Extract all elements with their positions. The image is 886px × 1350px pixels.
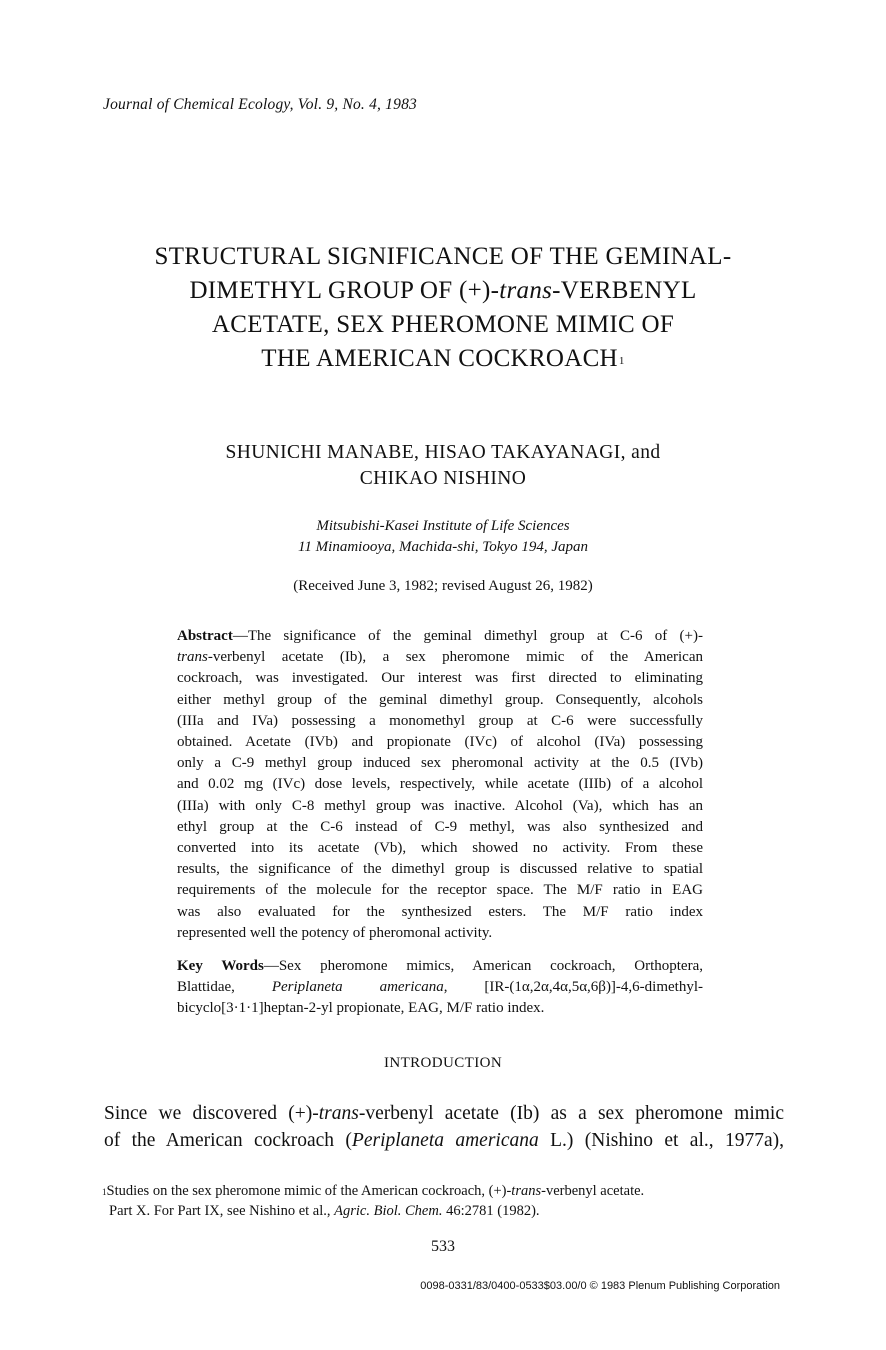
body-italic: Periplaneta americana: [351, 1130, 539, 1151]
keywords-line: bicyclo[3·1·1]heptan-2-yl propionate, EAG, M/F ratio index.: [177, 1000, 545, 1017]
journal-citation: Journal of Chemical Ecology, Vol. 9, No. 4, 1983: [103, 96, 417, 113]
title-line-4-text: THE AMERICAN COCKROACH: [261, 345, 618, 372]
body-text: -verbenyl acetate (Ib) as a sex pheromone mimic: [358, 1103, 784, 1124]
affiliation: [110, 516, 776, 558]
authors-line-1: SHUNICHI MANABE, HISAO TAKAYANAGI, and: [225, 442, 661, 463]
abstract-line: represented well the potency of pheromonal activity.: [177, 924, 493, 941]
footnote: [102, 1181, 786, 1221]
abstract-text: —The significance of the geminal dimethyl group at C-6 of (+)-: [232, 628, 703, 644]
abstract-italic: trans: [177, 649, 208, 666]
keywords-label: Key Words: [177, 958, 264, 974]
footnote-text: Part X. For Part IX, see Nishino et al.,: [109, 1203, 335, 1219]
footnote-italic: trans: [511, 1183, 542, 1199]
abstract-line: converted into its acetate (Vb), which showed no activity. From these: [177, 840, 703, 857]
body-text: L.) (Nishino et al., 1977a),: [538, 1130, 784, 1151]
body-paragraph: [104, 1100, 784, 1154]
keywords-line: [177, 956, 703, 977]
title-line-4: [100, 342, 786, 376]
abstract-line: (IIIa) with only C-8 methyl group was inactive. Alcohol (Va), which has an: [177, 797, 703, 814]
title-footnote-mark: 1: [618, 355, 625, 367]
footnote-text: -verbenyl acetate.: [541, 1183, 645, 1199]
keywords-line: [177, 977, 703, 998]
abstract-line: only a C-9 methyl group induced sex pheromonal activity at the 0.5 (IVb): [177, 755, 703, 772]
title-line-2-part-b: -VERBENYL: [552, 277, 697, 304]
keywords-text: —Sex pheromone mimics, American cockroach, Orthoptera,: [263, 958, 703, 974]
abstract-line: ethyl group at the C-6 instead of C-9 methyl, was also synthesized and: [177, 818, 703, 835]
page-number: 533: [431, 1238, 455, 1255]
footnote-text: Studies on the sex pheromone mimic of the American cockroach, (+)-: [106, 1183, 512, 1199]
abstract-line: results, the significance of the dimethyl group is discussed relative to spatial: [177, 861, 703, 878]
body-line: [104, 1100, 784, 1127]
abstract-line: either methyl group of the geminal dimethyl group. Consequently, alcohols: [177, 691, 703, 708]
received-dates: (Received June 3, 1982; revised August 26, 1982): [293, 578, 593, 594]
abstract-text: -verbenyl acetate (Ib), a sex pheromone mimic of the American: [207, 649, 703, 666]
keywords-text: , [IR-(1α,2α,4α,5α,6β)]-4,6-dimethyl-: [443, 979, 703, 996]
body-text: of the American cockroach (: [104, 1130, 352, 1151]
keywords-text: Blattidae,: [177, 979, 272, 996]
body-text: Since we discovered (+)-: [104, 1103, 319, 1124]
affiliation-line-1: Mitsubishi-Kasei Institute of Life Sciences: [316, 518, 570, 534]
footnote-mark: 1: [102, 1187, 107, 1197]
abstract-line: cockroach, was investigated. Our interest was first directed to eliminating: [177, 670, 703, 687]
keywords-italic: Periplaneta americana: [271, 979, 444, 996]
abstract-line: was also evaluated for the synthesized esters. The M/F ratio index: [177, 903, 703, 920]
abstract-label: Abstract: [177, 628, 233, 644]
body-italic: trans: [318, 1103, 359, 1124]
article-title: [100, 240, 786, 376]
footnote-italic: Agric. Biol. Chem.: [334, 1203, 443, 1219]
body-line: [104, 1127, 784, 1154]
abstract-line: (IIIa and IVa) possessing a monomethyl group at C-6 were successfully: [177, 712, 703, 729]
title-line-1: STRUCTURAL SIGNIFICANCE OF THE GEMINAL-: [154, 243, 732, 270]
title-line-3: ACETATE, SEX PHEROMONE MIMIC OF: [211, 311, 675, 338]
abstract-line: requirements of the molecule for the receptor space. The M/F ratio in EAG: [177, 882, 703, 899]
key-words: [177, 956, 703, 1020]
author-list: [110, 440, 776, 492]
authors-line-2: CHIKAO NISHINO: [359, 468, 527, 489]
abstract-line: and 0.02 mg (IVc) dose levels, respectively, while acetate (IIIb) of a alcohol: [177, 776, 703, 793]
abstract: [177, 626, 703, 944]
footnote-line: [102, 1201, 786, 1221]
affiliation-line-2: 11 Minamiooya, Machida-shi, Tokyo 194, Japan: [298, 539, 588, 555]
title-line-2-part-a: DIMETHYL GROUP OF (+)-: [189, 277, 500, 304]
abstract-line: [177, 647, 703, 668]
section-heading-introduction: INTRODUCTION: [383, 1055, 503, 1071]
title-line-2-italic: trans: [499, 277, 553, 304]
abstract-line: obtained. Acetate (IVb) and propionate (IVc) of alcohol (IVa) possessing: [177, 734, 703, 751]
copyright-line: 0098-0331/83/0400-0533$03.00/0 © 1983 Plenum Publishing Corporation: [420, 1280, 780, 1292]
footnote-line: [102, 1181, 786, 1201]
abstract-line: [177, 626, 703, 647]
footnote-text: 46:2781 (1982).: [442, 1203, 540, 1219]
title-line-2: [100, 274, 786, 308]
